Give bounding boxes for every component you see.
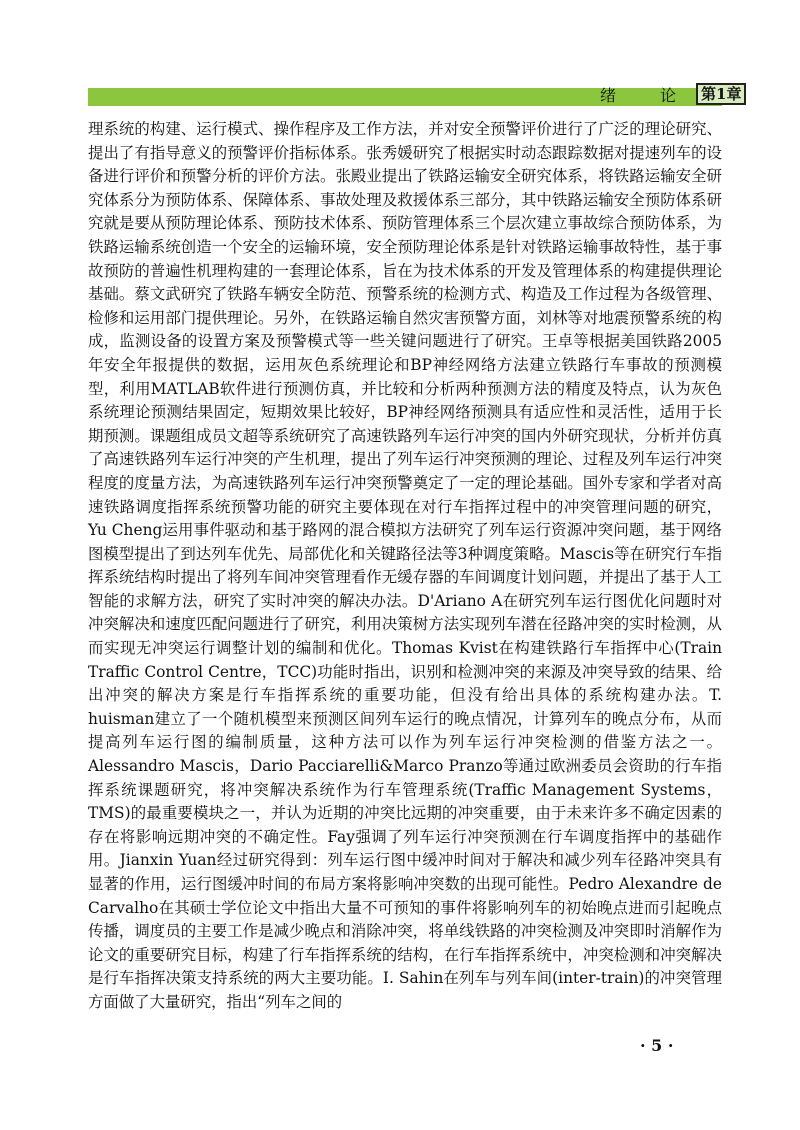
chapter-header bbox=[600, 82, 746, 106]
body-paragraph: 理系统的构建、运行模式、操作程序及工作方法，并对安全预警评价进行了广泛的理论研究、提出了有指导意义的预警评价指标体系。张秀媛研究了根据实时动态跟踪数据对提速列车的设备进行评价和预警分析的评价方法。张殿业提出了铁路运输安全研究体系，将铁路运输安全研究体系分为预防体系、保障体系、事故处理及救援体系三部分，其中铁路运输安全预防体系研究就是要从预防理论体系、预防技术体系、预防管理体系三个层次建立事故综合预防体系，为铁路运输系统创造一个安全的运输环境，安全预防理论体系是针对铁路运输事故特性，基于事故预防的普遍性机理构建的一套理论体系，旨在为技术体系的开发及管理体系的构建提供理论基础。蔡文武研究了铁路车辆安全防范、预警系统的检测方式、构造及工作过程为各级管理、检修和运用部门提供理论。另外，在铁路运输自然灾害预警方面，刘林等对地震预警系统的构成，监测设备的设置方案及预警模式等一些关键问题进行了研究。王卓等根据美国铁路2005年安全年报提供的数据，运用灰色系统理论和BP神经网络方法建立铁路行车事故的预测模型，利用MATLAB软件进行预测仿真，并比较和分析两种预测方法的精度及特点，认为灰色系统理论预测结果固定，短期效果比较好，BP神经网络预测具有适应性和灵活性，适用于长期预测。课题组成员文超等系统研究了高速铁路列车运行冲突的国内外研究现状，分析并仿真了高速铁路列车运行冲突的产生机理，提出了列车运行冲突预测的理论、过程及列车运行冲突程度的度量方法，为高速铁路列车运行冲突预警奠定了一定的理论基础。国外专家和学者对高速铁路调度指挥系统预警功能的研究主要体现在对行车指挥过程中的冲突管理问题的研究，Yu Cheng运用事件驱动和基于路网的混合模拟方法研究了列车运行资源冲突问题，基于网络图模型提出了到达列车优先、局部优化和关键路径法等3种调度策略。Mascis等在研究行车指挥系统结构时提出了将列车间冲突管理看作无缓存器的车间调度计划问题，并提出了基于人工智能的求解方法，研究了实时冲突的解决办法。D'Ariano A在研究列车运行图优化问题时对冲突解决和速度匹配问题进行了研究，利用决策树方法实现列车潜在径路冲突的实时检测，从而实现无冲突运行调整计划的编制和优化。Thomas Kvist在构建铁路行车指挥中心(Train Traffic Control Centre，TCC)功能时指出，识别和检测冲突的来源及冲突导致的结果、给出冲突的解决方案是行车指挥系统的重要功能，但没有给出具体的系统构建办法。T. huisman建立了一个随机模型来预测区间列车运行的晚点情况，计算列车的晚点分布，从而提高列车运行图的编制质量，这种方法可以作为列车运行冲突检测的借鉴方法之一。Alessandro Mascis，Dario Pacciarelli&Marco Pranzo等通过欧洲委员会资助的行车指挥系统课题研究，将冲突解决系统作为行车管理系统(Traffic Management Systems，TMS)的最重要模块之一，并认为近期的冲突比远期的冲突重要，由于未来许多不确定因素的存在将影响远期冲突的不确定性。Fay强调了列车运行冲突预测在行车调度指挥中的基础作用。Jianxin Yuan经过研究得到：列车运行图中缓冲时间对于解决和减少列车径路冲突具有显著的作用，运行图缓冲时间的布局方案将影响冲突数的出现可能性。Pedro Alexandre de Carvalho在其硕士学位论文中指出大量不可预知的事件将影响列车的初始晚点进而引起晚点传播，调度员的主要工作是减少晚点和消除冲突，将单线铁路的冲突检测及冲突即时消解作为论文的重要研究目标，构建了行车指挥系统的结构，在行车指挥系统中，冲突检测和冲突解决是行车指挥决策支持系统的两大主要功能。I. Sahin在列车与列车间(inter-train)的冲突管理方面做了大量研究，指出“列车之间的 bbox=[88, 120, 722, 1011]
chapter-title: 绪 论 bbox=[600, 85, 691, 105]
page-number: · 5 · bbox=[640, 1036, 674, 1055]
chapter-number-badge: 第1章 bbox=[696, 83, 746, 105]
